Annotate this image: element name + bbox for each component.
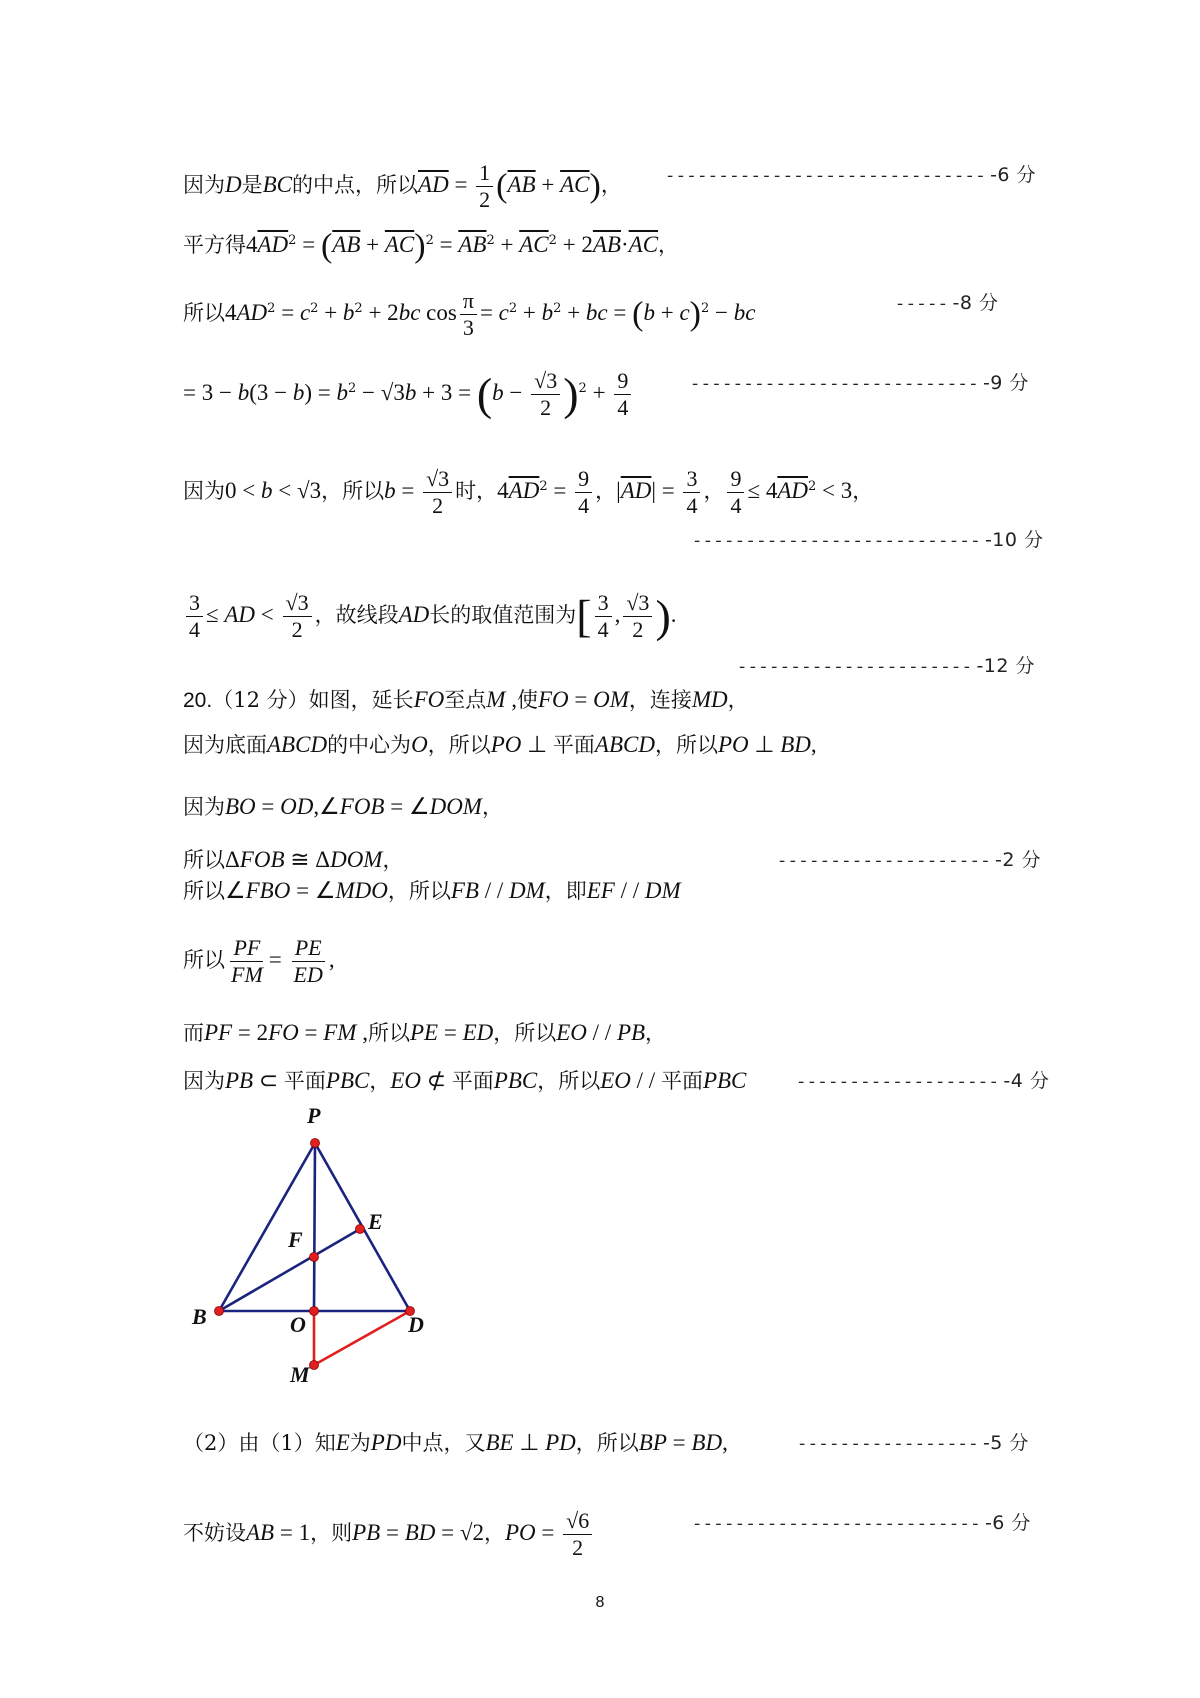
page-number: 8 bbox=[595, 1594, 605, 1611]
solution-line-9: 因为BO = OD,∠FOB = ∠DOM， bbox=[183, 794, 503, 819]
solution-line-11: 所以∠FBO = ∠MDO，所以FB / / DM，即EF / / DM bbox=[183, 878, 681, 903]
solution-line-7: 20.（12 分）如图，延长FO至点M ,使FO = OM，连接MD， bbox=[183, 687, 749, 712]
label-e: E bbox=[368, 1209, 383, 1234]
solution-line-8: 因为底面ABCD的中心为O，所以PO ⊥ 平面ABCD，所以PO ⊥ BD, bbox=[183, 732, 817, 757]
solution-line-4: = $3 - b(3 - b) = b^2 - √3b + 3 = (b$ − $\frac{√3}{2}$ )$^2$ + $\frac{9}{4}$ bbox=[183, 368, 634, 421]
score-mark-1: ------------------------------ -6 分 bbox=[665, 164, 1037, 187]
point-f bbox=[310, 1253, 319, 1262]
solution-line-10: 所以ΔFOB ≅ ΔDOM， bbox=[183, 847, 404, 872]
score-mark-5: ---------------------- -12 分 bbox=[737, 655, 1036, 678]
score-mark-9: --------------------------- -6 分 bbox=[692, 1512, 1031, 1535]
edge-md bbox=[314, 1311, 410, 1365]
score-mark-7: ------------------- -4 分 bbox=[796, 1070, 1050, 1093]
solution-line-16: 不妨设AB = 1，则PB = BD = √2，PO = $\frac{√6}{2}$ bbox=[183, 1508, 595, 1561]
figure-aux-lines bbox=[314, 1311, 410, 1365]
score-mark-2: ----- -8 分 bbox=[895, 292, 999, 315]
edge-po bbox=[314, 1143, 315, 1311]
label-o: O bbox=[290, 1312, 306, 1337]
label-p: P bbox=[307, 1103, 321, 1128]
solution-line-5: 因为0 < b < √3，所以b = $\frac{√3}{2}$ 时，$4\overline{AD}^2$ = $\frac{9}{4}$ ，$|\overline{AD}|$ = $\frac{3}{4}$ ， $\frac{9}{4}$ ≤ $4\overline{AD}^2 < 3$， bbox=[183, 466, 874, 518]
label-b: B bbox=[192, 1304, 207, 1329]
label-d: D bbox=[408, 1312, 424, 1337]
point-m bbox=[310, 1361, 319, 1370]
score-mark-8: ----------------- -5 分 bbox=[797, 1432, 1029, 1455]
score-mark-3: --------------------------- -9 分 bbox=[690, 372, 1029, 395]
score-mark-6: -------------------- -2 分 bbox=[777, 849, 1042, 872]
solution-line-1: 因为D是BC的中点，所以$\overline{AD}$ = $\frac{1}{2}$ $(\overline{AB} + \overline{AC})$， bbox=[183, 160, 622, 212]
point-o bbox=[310, 1307, 319, 1316]
label-f: F bbox=[288, 1227, 303, 1252]
solution-line-15: （2）由（1）知E为PD中点，又BE ⊥ PD，所以BP = BD, bbox=[183, 1430, 728, 1455]
solution-line-12: 所以 $\frac{PF}{FM}$ = $\frac{PE}{ED}$ , bbox=[183, 935, 335, 987]
label-m: M bbox=[290, 1362, 310, 1387]
point-p bbox=[311, 1139, 320, 1148]
point-b bbox=[215, 1307, 224, 1316]
solution-line-3: 所以$4AD^2 = c^2 + b^2 + 2bc$ cos $\frac{\pi}{3}$ = $c^2 + b^2$ + bc = $(b + c)^2$ − bc bbox=[183, 288, 756, 340]
solution-line-6: $\frac{3}{4}$ ≤ AD < $\frac{√3}{2}$ ，故线段AD长的取值范围为[ $\frac{3}{4}$ , $\frac{√3}{2}$ ). bbox=[183, 590, 677, 643]
point-e bbox=[356, 1225, 365, 1234]
pyramid-figure bbox=[180, 1100, 440, 1400]
solution-line-13: 而PF = 2FO = FM ,所以PE = ED，所以EO / / PB， bbox=[183, 1020, 667, 1045]
solution-line-14: 因为PB ⊂ 平面PBC，EO ⊄ 平面PBC，所以EO / / 平面PBC bbox=[183, 1068, 747, 1093]
solution-line-2: 平方得$4\overline{AD}^2 = (\overline{AB} + \overline{AC})^2 = \overline{AB}^2 + \overline{AC}^2 + 2\overline{AB}\cdot\overline{AC}$， bbox=[183, 227, 680, 265]
score-mark-4: --------------------------- -10 分 bbox=[692, 529, 1044, 552]
